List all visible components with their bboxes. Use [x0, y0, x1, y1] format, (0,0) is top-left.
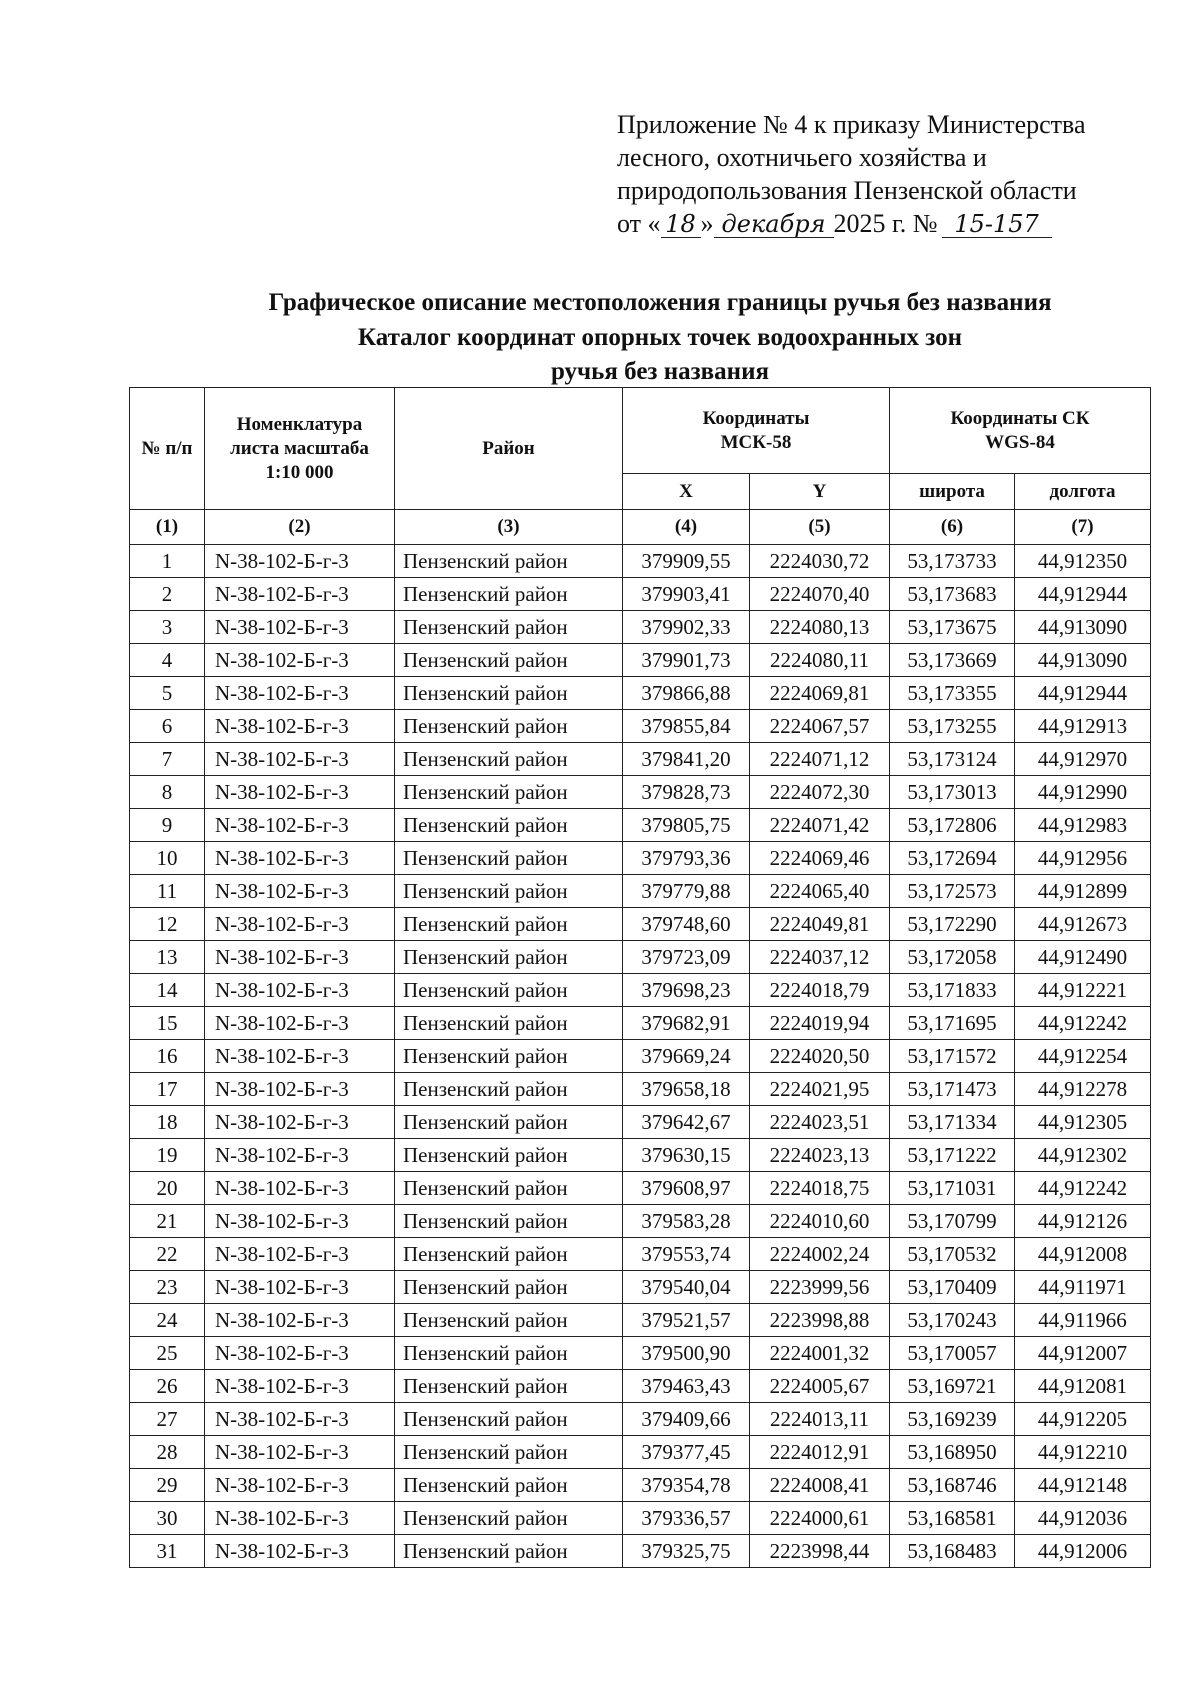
point-number: 9 [130, 809, 205, 842]
wgs-latitude: 53,173124 [890, 743, 1015, 776]
table-row [130, 1337, 1151, 1370]
handwritten-order-number: 15-157 [942, 211, 1052, 238]
point-number: 13 [130, 941, 205, 974]
msk-x: 379805,75 [623, 809, 750, 842]
table-row [130, 842, 1151, 875]
wgs-longitude: 44,912970 [1015, 743, 1151, 776]
wgs-longitude: 44,912007 [1015, 1337, 1151, 1370]
sheet-nomenclature: N-38-102-Б-г-3 [205, 1205, 395, 1238]
msk-y: 2224049,81 [750, 908, 890, 941]
sheet-nomenclature: N-38-102-Б-г-3 [205, 644, 395, 677]
wgs-longitude: 44,912944 [1015, 677, 1151, 710]
wgs-longitude: 44,912983 [1015, 809, 1151, 842]
sheet-nomenclature: N-38-102-Б-г-3 [205, 743, 395, 776]
col-index: (4) [623, 510, 750, 545]
header-wgs-group: Координаты СК WGS-84 [890, 388, 1151, 474]
point-number: 5 [130, 677, 205, 710]
table-row [130, 875, 1151, 908]
district: Пензенский район [395, 875, 623, 908]
wgs-latitude: 53,171473 [890, 1073, 1015, 1106]
msk-y: 2224071,42 [750, 809, 890, 842]
point-number: 12 [130, 908, 205, 941]
msk-y: 2224071,12 [750, 743, 890, 776]
table-row [130, 677, 1151, 710]
msk-x: 379336,57 [623, 1502, 750, 1535]
msk-x: 379828,73 [623, 776, 750, 809]
table-row [130, 578, 1151, 611]
wgs-longitude: 44,911971 [1015, 1271, 1151, 1304]
msk-x: 379902,33 [623, 611, 750, 644]
sheet-nomenclature: N-38-102-Б-г-3 [205, 1403, 395, 1436]
header-x: X [623, 474, 750, 510]
table-row [130, 1469, 1151, 1502]
point-number: 15 [130, 1007, 205, 1040]
point-number: 4 [130, 644, 205, 677]
wgs-longitude: 44,912899 [1015, 875, 1151, 908]
msk-y: 2224000,61 [750, 1502, 890, 1535]
district: Пензенский район [395, 1106, 623, 1139]
col-index: (6) [890, 510, 1015, 545]
msk-x: 379698,23 [623, 974, 750, 1007]
sheet-nomenclature: N-38-102-Б-г-3 [205, 545, 395, 578]
date-mid: » [700, 209, 714, 238]
table-row [130, 1436, 1151, 1469]
table-row [130, 908, 1151, 941]
wgs-latitude: 53,168950 [890, 1436, 1015, 1469]
wgs-longitude: 44,912490 [1015, 941, 1151, 974]
sheet-nomenclature: N-38-102-Б-г-3 [205, 677, 395, 710]
wgs-longitude: 44,913090 [1015, 644, 1151, 677]
msk-y: 2224070,40 [750, 578, 890, 611]
wgs-latitude: 53,168483 [890, 1535, 1015, 1568]
point-number: 10 [130, 842, 205, 875]
msk-y: 2224023,51 [750, 1106, 890, 1139]
msk-y: 2224018,79 [750, 974, 890, 1007]
wgs-latitude: 53,171334 [890, 1106, 1015, 1139]
msk-y: 2224080,13 [750, 611, 890, 644]
sheet-nomenclature: N-38-102-Б-г-3 [205, 908, 395, 941]
wgs-latitude: 53,170532 [890, 1238, 1015, 1271]
table-row [130, 809, 1151, 842]
handwritten-month: декабря [714, 211, 834, 238]
msk-x: 379630,15 [623, 1139, 750, 1172]
sheet-nomenclature: N-38-102-Б-г-3 [205, 1271, 395, 1304]
col-index: (2) [205, 510, 395, 545]
wgs-longitude: 44,912302 [1015, 1139, 1151, 1172]
sheet-nomenclature: N-38-102-Б-г-3 [205, 1502, 395, 1535]
msk-x: 379500,90 [623, 1337, 750, 1370]
table-row [130, 1370, 1151, 1403]
wgs-latitude: 53,170243 [890, 1304, 1015, 1337]
wgs-latitude: 53,169721 [890, 1370, 1015, 1403]
msk-x: 379540,04 [623, 1271, 750, 1304]
sheet-nomenclature: N-38-102-Б-г-3 [205, 1337, 395, 1370]
header-lat: широта [890, 474, 1015, 510]
wgs-longitude: 44,912913 [1015, 710, 1151, 743]
header-district: Район [395, 388, 623, 510]
wgs-longitude: 44,913090 [1015, 611, 1151, 644]
wgs-latitude: 53,172694 [890, 842, 1015, 875]
wgs-longitude: 44,912278 [1015, 1073, 1151, 1106]
sheet-nomenclature: N-38-102-Б-г-3 [205, 1073, 395, 1106]
header-lon: долгота [1015, 474, 1151, 510]
wgs-longitude: 44,912221 [1015, 974, 1151, 1007]
point-number: 21 [130, 1205, 205, 1238]
table-row [130, 1172, 1151, 1205]
msk-y: 2224008,41 [750, 1469, 890, 1502]
sheet-nomenclature: N-38-102-Б-г-3 [205, 710, 395, 743]
table-row [130, 1535, 1151, 1568]
district: Пензенский район [395, 1469, 623, 1502]
sheet-nomenclature: N-38-102-Б-г-3 [205, 875, 395, 908]
district: Пензенский район [395, 1337, 623, 1370]
col-index: (1) [130, 510, 205, 545]
msk-x: 379855,84 [623, 710, 750, 743]
table-row [130, 545, 1151, 578]
district: Пензенский район [395, 1370, 623, 1403]
table-row [130, 1139, 1151, 1172]
district: Пензенский район [395, 1139, 623, 1172]
wgs-longitude: 44,912254 [1015, 1040, 1151, 1073]
msk-x: 379325,75 [623, 1535, 750, 1568]
point-number: 7 [130, 743, 205, 776]
wgs-latitude: 53,171222 [890, 1139, 1015, 1172]
district: Пензенский район [395, 941, 623, 974]
msk-x: 379723,09 [623, 941, 750, 974]
wgs-latitude: 53,172058 [890, 941, 1015, 974]
point-number: 6 [130, 710, 205, 743]
district: Пензенский район [395, 809, 623, 842]
sheet-nomenclature: N-38-102-Б-г-3 [205, 1436, 395, 1469]
msk-x: 379682,91 [623, 1007, 750, 1040]
msk-y: 2224002,24 [750, 1238, 890, 1271]
point-number: 11 [130, 875, 205, 908]
msk-x: 379793,36 [623, 842, 750, 875]
point-number: 20 [130, 1172, 205, 1205]
coordinates-table [129, 387, 1151, 1568]
wgs-longitude: 44,912242 [1015, 1007, 1151, 1040]
msk-y: 2224012,91 [750, 1436, 890, 1469]
msk-x: 379409,66 [623, 1403, 750, 1436]
point-number: 18 [130, 1106, 205, 1139]
msk-y: 2224030,72 [750, 545, 890, 578]
district: Пензенский район [395, 545, 623, 578]
msk-x: 379553,74 [623, 1238, 750, 1271]
wgs-latitude: 53,173013 [890, 776, 1015, 809]
point-number: 30 [130, 1502, 205, 1535]
msk-x: 379841,20 [623, 743, 750, 776]
msk-x: 379642,67 [623, 1106, 750, 1139]
wgs-longitude: 44,912305 [1015, 1106, 1151, 1139]
sheet-nomenclature: N-38-102-Б-г-3 [205, 776, 395, 809]
table-row [130, 1271, 1151, 1304]
table-row [130, 1073, 1151, 1106]
msk-y: 2223998,88 [750, 1304, 890, 1337]
table-row [130, 1502, 1151, 1535]
district: Пензенский район [395, 1304, 623, 1337]
point-number: 27 [130, 1403, 205, 1436]
msk-x: 379903,41 [623, 578, 750, 611]
table-row [130, 776, 1151, 809]
msk-x: 379463,43 [623, 1370, 750, 1403]
msk-x: 379669,24 [623, 1040, 750, 1073]
wgs-latitude: 53,173683 [890, 578, 1015, 611]
table-row [130, 1403, 1151, 1436]
point-number: 16 [130, 1040, 205, 1073]
header-line-2: лесного, охотничьего хозяйства и [617, 143, 987, 172]
sheet-nomenclature: N-38-102-Б-г-3 [205, 1304, 395, 1337]
title-line-1: Графическое описание местоположения границы ручья без названия [268, 289, 1052, 316]
date-year: 2025 г. № [833, 209, 938, 238]
district: Пензенский район [395, 743, 623, 776]
wgs-latitude: 53,173733 [890, 545, 1015, 578]
wgs-latitude: 53,173355 [890, 677, 1015, 710]
wgs-longitude: 44,912242 [1015, 1172, 1151, 1205]
district: Пензенский район [395, 644, 623, 677]
district: Пензенский район [395, 842, 623, 875]
msk-y: 2224018,75 [750, 1172, 890, 1205]
point-number: 14 [130, 974, 205, 1007]
table-row [130, 1040, 1151, 1073]
point-number: 19 [130, 1139, 205, 1172]
district: Пензенский район [395, 1172, 623, 1205]
msk-y: 2224019,94 [750, 1007, 890, 1040]
wgs-longitude: 44,912205 [1015, 1403, 1151, 1436]
wgs-latitude: 53,170409 [890, 1271, 1015, 1304]
wgs-latitude: 53,169239 [890, 1403, 1015, 1436]
msk-x: 379608,97 [623, 1172, 750, 1205]
table-row [130, 1238, 1151, 1271]
msk-x: 379377,45 [623, 1436, 750, 1469]
table-row [130, 1106, 1151, 1139]
header-num: № п/п [130, 388, 205, 510]
msk-y: 2224067,57 [750, 710, 890, 743]
sheet-nomenclature: N-38-102-Б-г-3 [205, 1139, 395, 1172]
handwritten-day: 18 [661, 211, 701, 238]
wgs-latitude: 53,171695 [890, 1007, 1015, 1040]
msk-x: 379658,18 [623, 1073, 750, 1106]
msk-y: 2224020,50 [750, 1040, 890, 1073]
wgs-latitude: 53,171031 [890, 1172, 1015, 1205]
msk-y: 2224010,60 [750, 1205, 890, 1238]
table-row [130, 974, 1151, 1007]
msk-y: 2224072,30 [750, 776, 890, 809]
header-date-line [617, 207, 1177, 240]
column-index-row [130, 510, 1151, 545]
msk-y: 2224037,12 [750, 941, 890, 974]
district: Пензенский район [395, 776, 623, 809]
district: Пензенский район [395, 974, 623, 1007]
sheet-nomenclature: N-38-102-Б-г-3 [205, 842, 395, 875]
wgs-longitude: 44,912008 [1015, 1238, 1151, 1271]
table-row [130, 941, 1151, 974]
sheet-nomenclature: N-38-102-Б-г-3 [205, 1040, 395, 1073]
wgs-longitude: 44,912990 [1015, 776, 1151, 809]
wgs-longitude: 44,912006 [1015, 1535, 1151, 1568]
msk-y: 2224065,40 [750, 875, 890, 908]
msk-x: 379909,55 [623, 545, 750, 578]
district: Пензенский район [395, 908, 623, 941]
table-row [130, 710, 1151, 743]
col-index: (3) [395, 510, 623, 545]
district: Пензенский район [395, 611, 623, 644]
table-row [130, 1205, 1151, 1238]
wgs-longitude: 44,912126 [1015, 1205, 1151, 1238]
msk-x: 379866,88 [623, 677, 750, 710]
wgs-latitude: 53,173675 [890, 611, 1015, 644]
wgs-latitude: 53,173669 [890, 644, 1015, 677]
district: Пензенский район [395, 1271, 623, 1304]
district: Пензенский район [395, 1205, 623, 1238]
district: Пензенский район [395, 1007, 623, 1040]
point-number: 2 [130, 578, 205, 611]
date-prefix: от « [617, 209, 661, 238]
header-y: Y [750, 474, 890, 510]
table-row [130, 644, 1151, 677]
point-number: 31 [130, 1535, 205, 1568]
wgs-latitude: 53,171572 [890, 1040, 1015, 1073]
sheet-nomenclature: N-38-102-Б-г-3 [205, 941, 395, 974]
point-number: 26 [130, 1370, 205, 1403]
msk-x: 379748,60 [623, 908, 750, 941]
col-index: (5) [750, 510, 890, 545]
district: Пензенский район [395, 1502, 623, 1535]
table-row [130, 1304, 1151, 1337]
district: Пензенский район [395, 1073, 623, 1106]
wgs-latitude: 53,168746 [890, 1469, 1015, 1502]
msk-y: 2224005,67 [750, 1370, 890, 1403]
msk-y: 2223998,44 [750, 1535, 890, 1568]
sheet-nomenclature: N-38-102-Б-г-3 [205, 1370, 395, 1403]
msk-x: 379583,28 [623, 1205, 750, 1238]
wgs-latitude: 53,172806 [890, 809, 1015, 842]
wgs-longitude: 44,912944 [1015, 578, 1151, 611]
col-index: (7) [1015, 510, 1151, 545]
sheet-nomenclature: N-38-102-Б-г-3 [205, 1535, 395, 1568]
msk-x: 379779,88 [623, 875, 750, 908]
wgs-longitude: 44,912210 [1015, 1436, 1151, 1469]
point-number: 29 [130, 1469, 205, 1502]
district: Пензенский район [395, 1436, 623, 1469]
msk-x: 379901,73 [623, 644, 750, 677]
msk-y: 2224080,11 [750, 644, 890, 677]
district: Пензенский район [395, 1403, 623, 1436]
point-number: 3 [130, 611, 205, 644]
district: Пензенский район [395, 578, 623, 611]
point-number: 8 [130, 776, 205, 809]
wgs-longitude: 44,911966 [1015, 1304, 1151, 1337]
msk-y: 2224021,95 [750, 1073, 890, 1106]
sheet-nomenclature: N-38-102-Б-г-3 [205, 611, 395, 644]
msk-x: 379521,57 [623, 1304, 750, 1337]
district: Пензенский район [395, 1238, 623, 1271]
sheet-nomenclature: N-38-102-Б-г-3 [205, 809, 395, 842]
wgs-longitude: 44,912036 [1015, 1502, 1151, 1535]
district: Пензенский район [395, 710, 623, 743]
header-sheet: Номенклатура листа масштаба 1:10 000 [205, 388, 395, 510]
header-msk-group: Координаты МСК-58 [623, 388, 890, 474]
wgs-longitude: 44,912673 [1015, 908, 1151, 941]
sheet-nomenclature: N-38-102-Б-г-3 [205, 578, 395, 611]
msk-x: 379354,78 [623, 1469, 750, 1502]
msk-y: 2224069,81 [750, 677, 890, 710]
wgs-latitude: 53,171833 [890, 974, 1015, 1007]
wgs-latitude: 53,170799 [890, 1205, 1015, 1238]
point-number: 22 [130, 1238, 205, 1271]
point-number: 17 [130, 1073, 205, 1106]
wgs-longitude: 44,912148 [1015, 1469, 1151, 1502]
district: Пензенский район [395, 677, 623, 710]
sheet-nomenclature: N-38-102-Б-г-3 [205, 1007, 395, 1040]
table-row [130, 743, 1151, 776]
msk-y: 2224001,32 [750, 1337, 890, 1370]
wgs-latitude: 53,173255 [890, 710, 1015, 743]
wgs-latitude: 53,168581 [890, 1502, 1015, 1535]
point-number: 23 [130, 1271, 205, 1304]
sheet-nomenclature: N-38-102-Б-г-3 [205, 974, 395, 1007]
point-number: 28 [130, 1436, 205, 1469]
msk-y: 2224023,13 [750, 1139, 890, 1172]
sheet-nomenclature: N-38-102-Б-г-3 [205, 1238, 395, 1271]
sheet-nomenclature: N-38-102-Б-г-3 [205, 1172, 395, 1205]
header-line-3: природопользования Пензенской области [617, 176, 1077, 205]
wgs-longitude: 44,912081 [1015, 1370, 1151, 1403]
district: Пензенский район [395, 1040, 623, 1073]
msk-y: 2223999,56 [750, 1271, 890, 1304]
point-number: 24 [130, 1304, 205, 1337]
title-line-2: Каталог координат опорных точек водоохранных зон [357, 324, 963, 351]
table-row [130, 1007, 1151, 1040]
table-row [130, 611, 1151, 644]
wgs-longitude: 44,912956 [1015, 842, 1151, 875]
sheet-nomenclature: N-38-102-Б-г-3 [205, 1469, 395, 1502]
wgs-latitude: 53,172573 [890, 875, 1015, 908]
sheet-nomenclature: N-38-102-Б-г-3 [205, 1106, 395, 1139]
point-number: 25 [130, 1337, 205, 1370]
wgs-latitude: 53,172290 [890, 908, 1015, 941]
msk-y: 2224013,11 [750, 1403, 890, 1436]
point-number: 1 [130, 545, 205, 578]
msk-y: 2224069,46 [750, 842, 890, 875]
wgs-latitude: 53,170057 [890, 1337, 1015, 1370]
order-reference [617, 108, 1177, 240]
header-line-1: Приложение № 4 к приказу Министерства [617, 110, 1086, 139]
title-line-3: ручья без названия [550, 358, 770, 385]
wgs-longitude: 44,912350 [1015, 545, 1151, 578]
district: Пензенский район [395, 1535, 623, 1568]
